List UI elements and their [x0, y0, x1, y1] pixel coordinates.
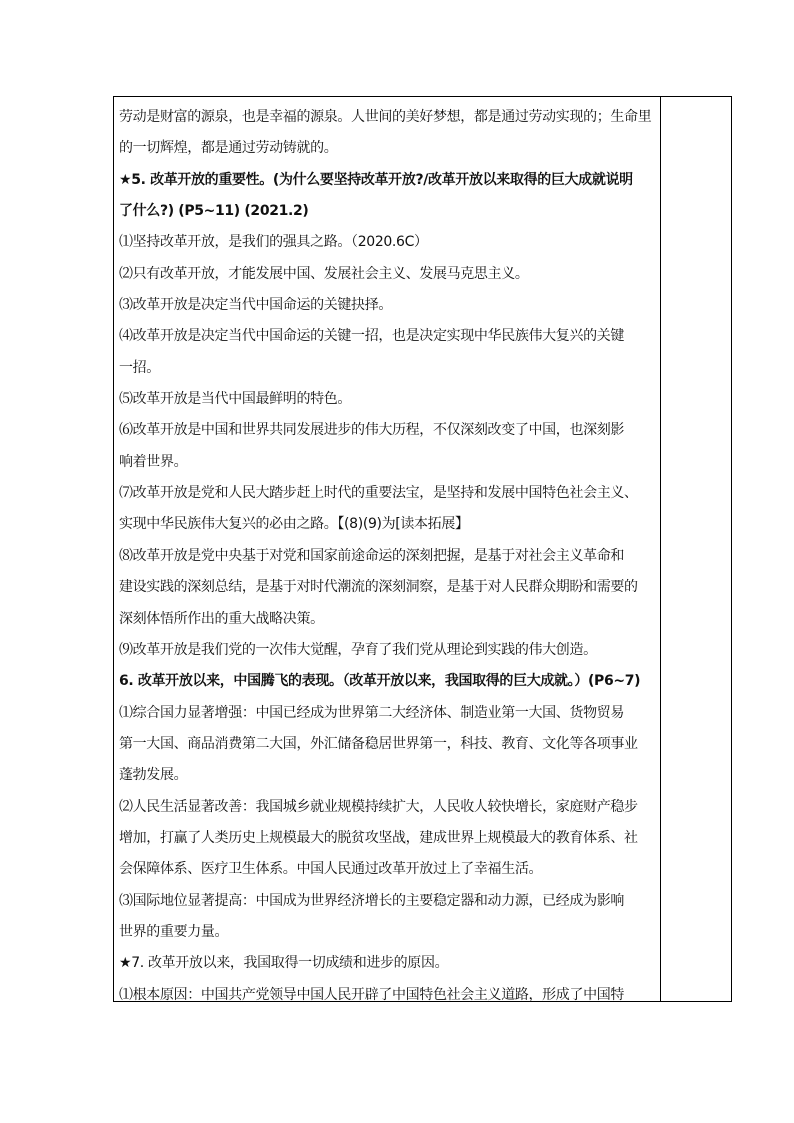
text-line: 实现中华民族伟大复兴的必由之路。【(8)(9)为[读本拓展】 [119, 516, 469, 533]
text-line: 一招。 [119, 359, 160, 376]
text-line: 蓬勃发展。 [119, 767, 188, 784]
text-line: ★7. 改革开放以来，我国取得一切成绩和进步的原因。 [119, 955, 449, 972]
text-line: 了什么?) (P5~11) (2021.2) [119, 203, 309, 220]
text-line: 第一大国、商品消费第二大国，外汇储备稳居世界第一，科技、教育、文化等各项事业 [119, 735, 638, 752]
text-line: 深刻体悟所作出的重大战略决策。 [119, 610, 324, 627]
text-line: ⑵只有改革开放，才能发展中国、发展社会主义、发展马克思主义。 [119, 265, 529, 282]
text-line: ⑼改革开放是我们党的一次伟大觉醒，孕育了我们党从理论到实践的伟大创造。 [119, 641, 597, 658]
text-line: 响着世界。 [119, 453, 188, 470]
notes-content-cell [119, 102, 653, 1011]
text-line: ⑴根本原因：中国共产党领导中国人民开辟了中国特色社会主义道路，形成了中国特 [119, 986, 625, 1003]
text-line: 世界的重要力量。 [119, 923, 229, 940]
text-line: ⑵人民生活显著改善：我国城乡就业规模持续扩大，人民收人较快增长，家庭财产稳步 [119, 798, 638, 815]
text-line: ⑷改革开放是决定当代中国命运的关键一招，也是决定实现中华民族伟大复兴的关键 [119, 328, 625, 345]
text-line: 的一切辉煌，都是通过劳动铸就的。 [119, 140, 338, 157]
text-line: 会保障体系、医疗卫生体系。中国人民通过改革开放过上了幸福生活。 [119, 861, 543, 878]
text-line: ⑶国际地位显著提高：中国成为世界经济增长的主要稳定器和动力源，已经成为影响 [119, 892, 625, 909]
text-line: ⑴坚持改革开放，是我们的强具之路。（2020.6C） [119, 234, 428, 251]
text-line: 增加，打赢了人类历史上规模最大的脱贫攻坚战，建成世界上规模最大的教育体系、社 [119, 829, 638, 846]
empty-right-cell [661, 97, 731, 1001]
text-line: ⑺改革开放是党和人民大踏步赶上时代的重要法宝，是坚持和发展中国特色社会主义、 [119, 485, 638, 502]
text-line: ⑶改革开放是决定当代中国命运的关键抉择。 [119, 297, 392, 314]
text-line: 建设实践的深刻总结，是基于对时代潮流的深刻洞察，是基于对人民群众期盼和需要的 [119, 579, 638, 596]
text-line: ★5. 改革开放的重要性。(为什么要坚持改革开放?/改革开放以来取得的巨大成就说明 [119, 171, 633, 188]
text-line: 6. 改革开放以来，中国腾飞的表现。（改革开放以来，我国取得的巨大成就。）(P6~7) [119, 673, 641, 690]
text-line: 劳动是财富的源泉，也是幸福的源泉。人世间的美好梦想，都是通过劳动实现的；生命里 [119, 109, 652, 125]
text-line: ⑸改革开放是当代中国最鲜明的特色。 [119, 391, 352, 408]
text-line: ⑻改革开放是党中央基于对党和国家前途命运的深刻把握，是基于对社会主义革命和 [119, 547, 625, 564]
text-line: ⑹改革开放是中国和世界共同发展进步的伟大历程，不仅深刻改变了中国，也深刻影 [119, 422, 625, 439]
text-line: ⑴综合国力显著增强：中国已经成为世界第二大经济体、制造业第一大国、货物贸易 [119, 704, 625, 721]
notes-table [113, 96, 732, 1002]
